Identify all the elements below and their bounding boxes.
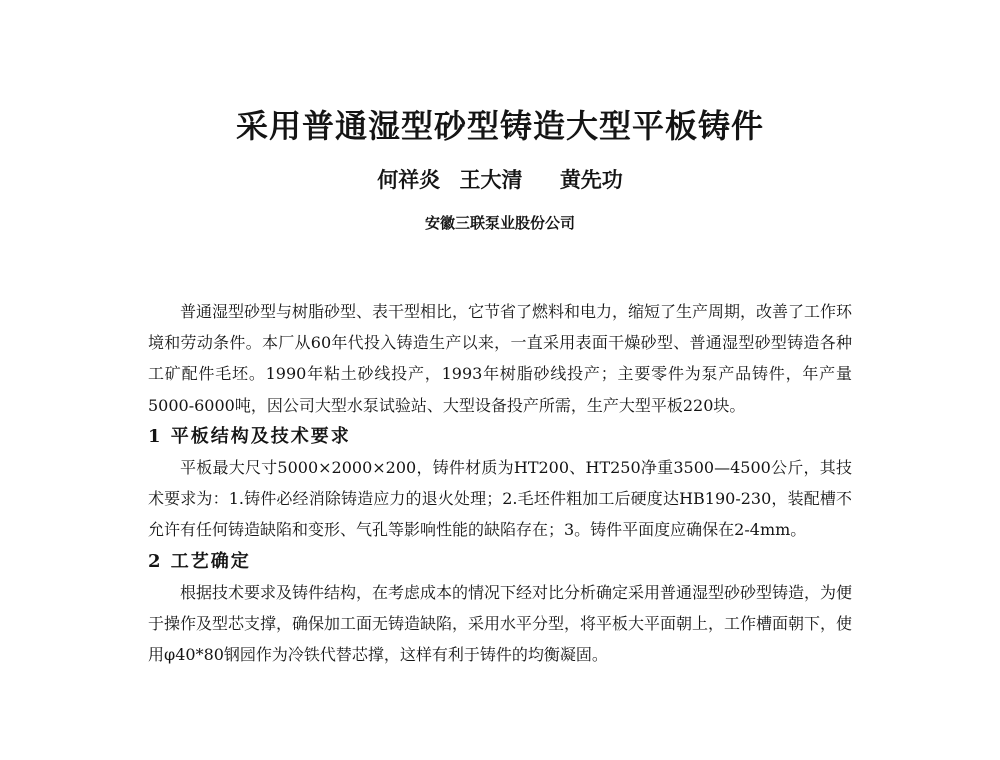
author-name: 王大清 <box>459 167 523 192</box>
section-paragraph: 根据技术要求及铸件结构，在考虑成本的情况下经对比分析确定采用普通湿型砂砂型铸造，为便于操作及型芯支撑，确保加工面无铸造缺陷，采用水平分型，将平板大平面朝上，工作槽面朝下，使用φ40*80钢园作为冷铁代替芯撑，这样有利于铸件的均衡凝固。 <box>148 582 853 665</box>
author-name: 黄先功 <box>559 167 623 192</box>
section-paragraph: 平板最大尺寸5000×2000×200，铸件材质为HT200、HT250净重3500—4500公斤，其技术要求为：1.铸件必经消除铸造应力的退火处理；2.毛坯件粗加工后硬度达HB190-230，装配槽不允许有任何铸造缺陷和变形、气孔等影响性能的缺陷存在；3。铸件平面度应确保在2-4mm。 <box>148 458 852 540</box>
body-text <box>148 296 852 670</box>
affiliation: 安徽三联泵业股份公司 <box>424 214 575 232</box>
section-heading: 1 平板结构及技术要求 <box>148 425 351 447</box>
section-heading: 2 工艺确定 <box>148 550 251 572</box>
author-list <box>0 164 1000 196</box>
paper-title: 采用普通湿型砂型铸造大型平板铸件 <box>235 107 764 145</box>
intro-paragraph: 普通湿型砂型与树脂砂型、表干型相比，它节省了燃料和电力，缩短了生产周期，改善了工作环境和劳动条件。本厂从60年代投入铸造生产以来，一直采用表面干燥砂型、普通湿型砂型铸造各种工矿配件毛坯。1990年粘土砂线投产，1993年树脂砂线投产；主要零件为泵产品铸件，年产量5000-6000吨，因公司大型水泵试验站、大型设备投产所需，生产大型平板220块。 <box>148 302 853 415</box>
author-name: 何祥炎 <box>377 167 441 192</box>
